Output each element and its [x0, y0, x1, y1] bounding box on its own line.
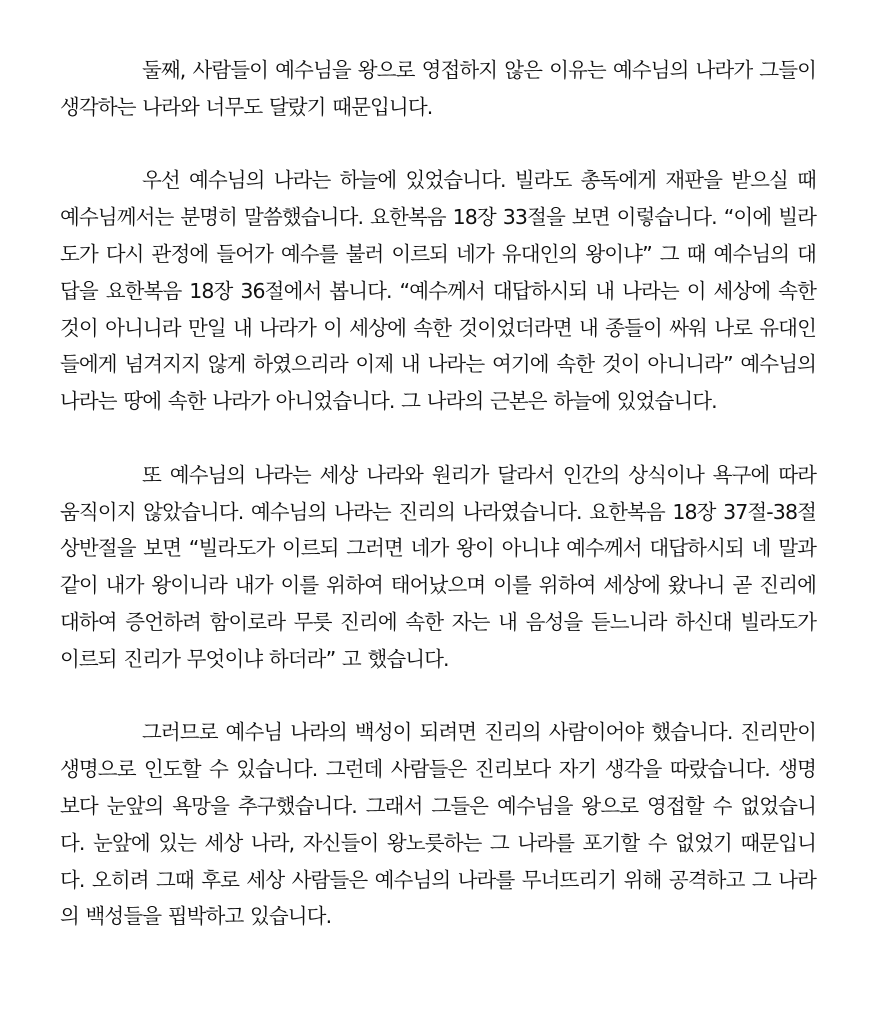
- document-body: [60, 52, 816, 935]
- paragraph-3: 또 예수님의 나라는 세상 나라와 원리가 달라서 인간의 상식이나 욕구에 따라 움직이지 않았습니다. 예수님의 나라는 진리의 나라였습니다. 요한복음 18장 37절-38절 상반절을 보면 “빌라도가 이르되 그러면 네가 왕이 아니냐 예수께서 대답하시되 네 말과 같이 내가 왕이니라 내가 이를 위하여 태어났으며 이를 위하여 세상에 왔나니 곧 진리에 대하여 증언하려 함이로라 무릇 진리에 속한 자는 내 음성을 듣느니라 하신대 빌라도가 이르되 진리가 무엇이냐 하더라” 고 했습니다.: [60, 462, 816, 671]
- paragraph-2: 우선 예수님의 나라는 하늘에 있었습니다. 빌라도 총독에게 재판을 받으실 때 예수님께서는 분명히 말씀했습니다. 요한복음 18장 33절을 보면 이렇습니다. “이에 빌라도가 다시 관정에 들어가 예수를 불러 이르되 네가 유대인의 왕이냐” 그 때 예수님의 대답을 요한복음 18장 36절에서 봅니다. “예수께서 대답하시되 내 나라는 이 세상에 속한 것이 아니니라 만일 내 나라가 이 세상에 속한 것이었더라면 내 종들이 싸워 나로 유대인들에게 넘겨지지 않게 하였으리라 이제 내 나라는 여기에 속한 것이 아니니라” 예수님의 나라는 땅에 속한 나라가 아니었습니다. 그 나라의 근본은 하늘에 있었습니다.: [60, 168, 816, 414]
- paragraph-4: 그러므로 예수님 나라의 백성이 되려면 진리의 사람이어야 했습니다. 진리만이 생명으로 인도할 수 있습니다. 그런데 사람들은 진리보다 자기 생각을 따랐습니다. 생명보다 눈앞의 욕망을 추구했습니다. 그래서 그들은 예수님을 왕으로 영접할 수 없었습니다. 눈앞에 있는 세상 나라, 자신들이 왕노릇하는 그 나라를 포기할 수 없었기 때문입니다. 오히려 그때 후로 세상 사람들은 예수님의 나라를 무너뜨리기 위해 공격하고 그 나라의 백성들을 핍박하고 있습니다.: [60, 720, 816, 929]
- paragraph-1: 둘째, 사람들이 예수님을 왕으로 영접하지 않은 이유는 예수님의 나라가 그들이 생각하는 나라와 너무도 달랐기 때문입니다.: [60, 58, 816, 119]
